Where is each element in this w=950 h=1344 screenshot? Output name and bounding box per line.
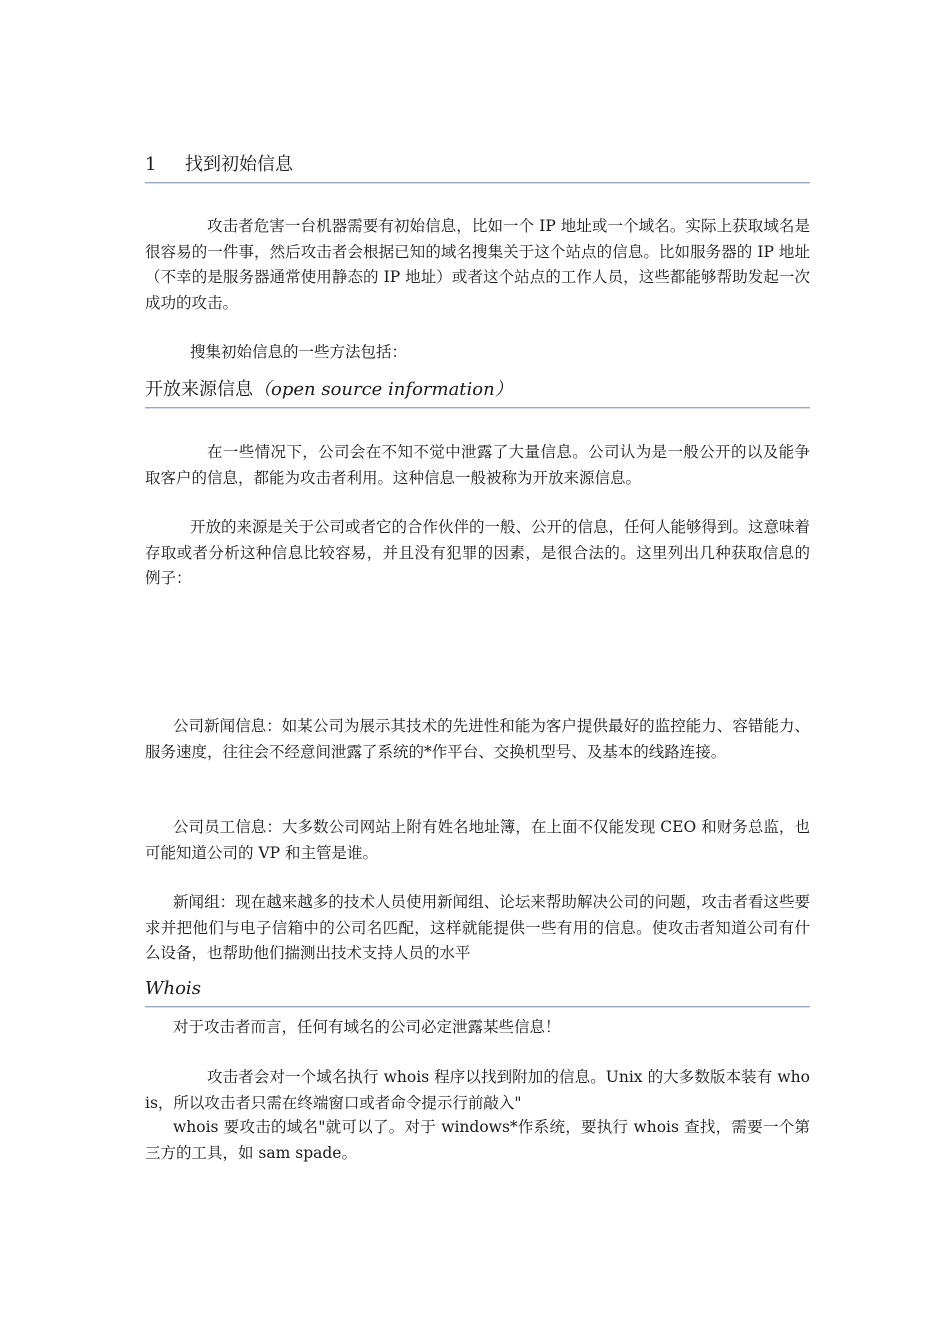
paragraph-whois-3: whois 要攻击的域名"就可以了。对于 windows*作系统，要执行 whois 查找，需要一个第三方的工具，如 sam spade。	[145, 1118, 810, 1162]
paragraph-whois-1: 对于攻击者而言，任何有域名的公司必定泄露某些信息！	[173, 1018, 561, 1036]
section-title: 找到初始信息	[185, 154, 293, 175]
paragraph-company-news: 公司新闻信息：如某公司为展示其技术的先进性和能为客户提供最好的监控能力、容错能力、服务速度，往往会不经意间泄露了系统的*作平台、交换机型号、及基本的线路连接。	[145, 717, 810, 761]
section-heading-1	[145, 154, 810, 183]
paragraph-open-source-2: 开放的来源是关于公司或者它的合作伙伴的一般、公开的信息，任何人能够得到。这意味着存取或者分析这种信息比较容易，并且没有犯罪的因素，是很合法的。这里列出几种获取信息的例子：	[145, 518, 811, 587]
paragraph-newsgroups: 新闻组：现在越来越多的技术人员使用新闻组、论坛来帮助解决公司的问题，攻击者看这些要求并把他们与电子信箱中的公司名匹配，这样就能提供一些有用的信息。使攻击者知道公司有什么设备，也帮助他们揣测出技术支持人员的水平	[145, 893, 810, 962]
paragraph-intro: 攻击者危害一台机器需要有初始信息，比如一个 IP 地址或一个域名。实际上获取域名是很容易的一件事，然后攻击者会根据已知的域名搜集关于这个站点的信息。比如服务器的 IP 地址（不幸的是服务器通常使用静态的 IP 地址）或者这个站点的工作人员，这些都能够帮助发起一次成功的攻击。	[145, 217, 810, 312]
section-heading-whois	[145, 978, 810, 1007]
paragraph-whois-2: 攻击者会对一个域名执行 whois 程序以找到附加的信息。Unix 的大多数版本装有 whois，所以攻击者只需在终端窗口或者命令提示行前敲入"	[145, 1068, 810, 1112]
section-heading-open-source	[145, 379, 810, 408]
heading-cn: 开放来源信息	[145, 379, 253, 400]
heading-en: （open source information）	[253, 379, 513, 400]
heading-whois: Whois	[145, 978, 201, 999]
paragraph-open-source-1: 在一些情况下，公司会在不知不觉中泄露了大量信息。公司认为是一般公开的以及能争取客户的信息，都能为攻击者利用。这种信息一般被称为开放来源信息。	[145, 443, 810, 487]
paragraph-employee-info: 公司员工信息：大多数公司网站上附有姓名地址簿，在上面不仅能发现 CEO 和财务总监，也可能知道公司的 VP 和主管是谁。	[145, 818, 810, 862]
section-number: 1	[145, 154, 157, 175]
paragraph-methods: 搜集初始信息的一些方法包括：	[190, 343, 408, 361]
